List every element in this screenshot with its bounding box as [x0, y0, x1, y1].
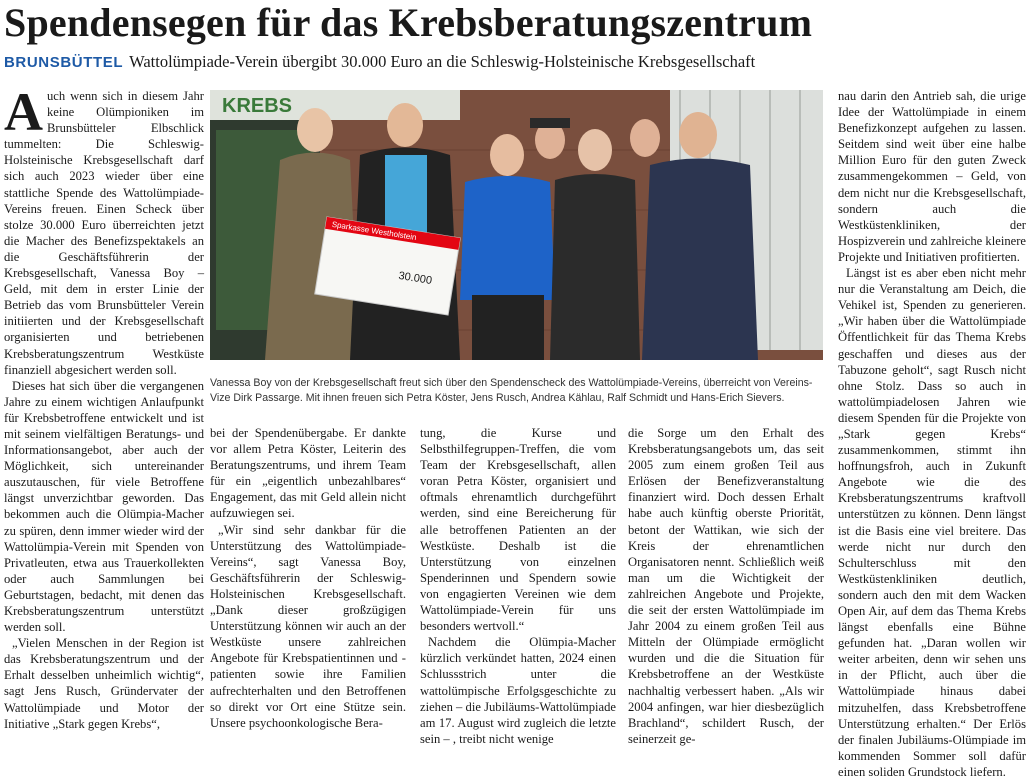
dropcap: A — [4, 82, 43, 142]
paragraph: Dieses hat sich über die vergangenen Jahre zu einem wichtigen Anlaufpunkt für Krebsbetroffene entwickelt und ist mit seinem vielfältigen Beratungs- und Informationsangebot, aber auch der Möglichkeit, sich untereinander auszutauschen, für viele Betroffene längst unverzichtbar geworden. Das bekommen auch die Olümpia-Macher zu spüren, denn immer wieder wird der Wattolümpia-Verein mit Spenden von Privatleuten, etwa aus Trauerkollekten oder auch Sammlungen bei Geburtstagen, bedacht, mit denen das Krebsberatungszentrum unterstützt werden soll. — [4, 378, 204, 635]
paragraph: die Sorge um den Erhalt des Krebsberatungsangebots um, das seit 2005 zum einem großen Teil aus Erlösen der Benefizveranstaltung finanziert wird. Doch dessen Erhalt habe auch künftig oberste Priorität, betont der Wattikan, wie sich der Kreis der ehrenamtlichen Organisatoren nennt. Schließlich weiß man um die Wichtigkeit der zahlreichen Angebote und Projekte, die seit der ersten Wattolümpiade im Jahr 2004 zu einem großen Teil aus Mitteln der Olümpiade ermöglicht wurden und die die Situation für Krebsbetroffene an der Westküste nachhaltig verbessert haben. „Als wir 2004 anfingen, war hier diesbezüglich Brachland“, schildert Rusch, der seinerzeit ge- — [628, 426, 824, 746]
check-amount: 30.000 — [397, 269, 433, 288]
article-photo — [210, 90, 823, 360]
check-bank: Sparkasse Westholstein — [331, 219, 418, 243]
text-column-5 — [838, 88, 1026, 780]
text-column-2 — [210, 425, 406, 731]
sign-text: KREBS — [222, 95, 293, 117]
paragraph: nau darin den Antrieb sah, die urige Idee der Wattolümpiade in einem Benefizkonzept aufgehen zu lassen. Seitdem sind weit über eine halbe Million Euro für den guten Zweck zusammengekommen – Geld, von dem nicht nur die Krebsgesellschaft, sondern auch die Westküstenkliniken, der Hospizverein und zahlreiche kleinere Projekte und Initiativen profitierten. — [838, 89, 1026, 264]
paragraph: „Wir sind sehr dankbar für die Unterstützung des Wattolümpiade-Vereins“, sagt Vanessa Boy, Geschäftsführerin der Schleswig-Holsteinischen Krebsgesellschaft. „Dank dieser großzügigen Unterstützung können wir auch an der Westküste unsere zahlreichen Angebote für Krebspatientinnen und -patienten sowie ihre Familien aufrechterhalten und den Betroffenen so direkt vor Ort eine Stütze sein. Unsere psychoonkologische Bera- — [210, 522, 406, 730]
paragraph — [4, 82, 204, 378]
paragraph: tung, die Kurse und Selbsthilfegruppen-Treffen, die vom Team der Krebsgesellschaft, allen voran Petra Köster, organisiert und oftmals ehrenamtlich durchgeführt werden, sind eine Bereicherung für alle betroffenen Patienten an der Westküste. Deshalb ist die Unterstützung von einzelnen Spenderinnen und Spendern sowie von engagierten Vereinen wie dem Wattolümpiade-Verein für uns besonders wertvoll.“ — [420, 426, 616, 634]
article-subheadline-line — [4, 52, 1024, 73]
paragraph: Längst ist es aber eben nicht mehr nur die Veranstaltung am Deich, die Vehikel ist, Spenden zu generieren. „Wir haben über die Wattolümpiade Öffentlichkeit für das Thema Krebs geschaffen und dieses aus der Tabuzone geholt“, sagt Rusch nicht ohne Stolz. Dass so auch in wattolümpiadelosen Jahren wie diesem Spenden für die Projekte von „Stark gegen Krebs“ zusammenkommen, stimmt ihn hoffnungsfroh, auch in Zukunft Angebote wie die des Krebsberatungszentrums kraftvoll unterstützen zu können. Denn längst ist die Basis eine viel breitere. Das werde nicht nur durch den Schulterschluss mit den Westküstenkliniken deutlich, sondern auch den mit dem Wacken Open Air, auf dem das Thema Krebs längst ebenfalls eine Bühne gefunden hat. „Daran wollen wir weiter arbeiten, denn wir sehen uns in der Pflicht, auch über die Wattolümpiade hinaus dabei mitzuhelfen, dass Krebsbetroffene Unterstützung erhalten.“ Der Erlös der finalen Jubiläums-Olümpiade im kommenden Sommer soll dafür einen soliden Grundstock liefern. — [838, 266, 1026, 779]
article-headline: Spendensegen für das Krebsberatungszentrum — [4, 0, 813, 45]
photo-illustration — [210, 90, 823, 360]
text-column-4 — [628, 425, 824, 747]
paragraph: „Vielen Menschen in der Region ist das Krebsberatungszentrum und der Erhalt desselben unheimlich wichtig“, sagt Jens Rusch, Gründervater der Wattolümpiade und Motor der Initiative „Stark gegen Krebs“, — [4, 636, 204, 731]
article-subheadline: Wattolümpiade-Verein übergibt 30.000 Euro an die Schleswig-Holsteinische Krebsgesellschaft — [129, 52, 756, 71]
paragraph: Nachdem die Olümpia-Macher kürzlich verkündet hatten, 2024 einen Schlussstrich unter die wattolümpische Erfolgsgeschichte zu ziehen – die Jubiläums-Wattolümpiade am 17. August wird zugleich die letzte sein – , treibt nicht wenige — [420, 635, 616, 746]
paragraph: bei der Spendenübergabe. Er dankte vor allem Petra Köster, Leiterin des Beratungszentrums, und ihrem Team für ein „eigentlich unbezahlbares“ Engagement, das mit Geld allein nicht aufzuwiegen sei. — [210, 426, 406, 521]
dateline: BRUNSBÜTTEL — [4, 54, 124, 71]
photo-caption: Vanessa Boy von der Krebsgesellschaft freut sich über den Spendenscheck des Wattolümpiade-Vereins, überreicht von Vereins-Vize Dirk Passarge. Mit ihnen freuen sich Petra Köster, Jens Rusch, Andrea Kählau, Ralf Schmidt und Hans-Erich Sievers. — [210, 377, 813, 404]
text-column-1 — [4, 82, 204, 732]
paragraph-text: uch wenn sich in diesem Jahr keine Olümpioniken im Brunsbütteler Elbschlick tummelten: Die Schleswig-Holsteinische Krebsgesellschaft darf sich auch 2023 wieder über eine stattliche Spende des Wattolümpiade-Vereins freuen. Einen Scheck über stolze 30.000 Euro überreichten jetzt die Macher des Benefizspektakels an die Geschäftsführerin der Krebsgesellschaft, Vanessa Boy – Geld, mit dem in erster Linie der Betrieb das vom Brunsbütteler Verein initiierten und der Krebsgesellschaft organisierten und betriebenen Krebsberatungszentrum Westküste finanziell abgesichert werden soll. — [4, 89, 204, 377]
text-column-3 — [420, 425, 616, 747]
